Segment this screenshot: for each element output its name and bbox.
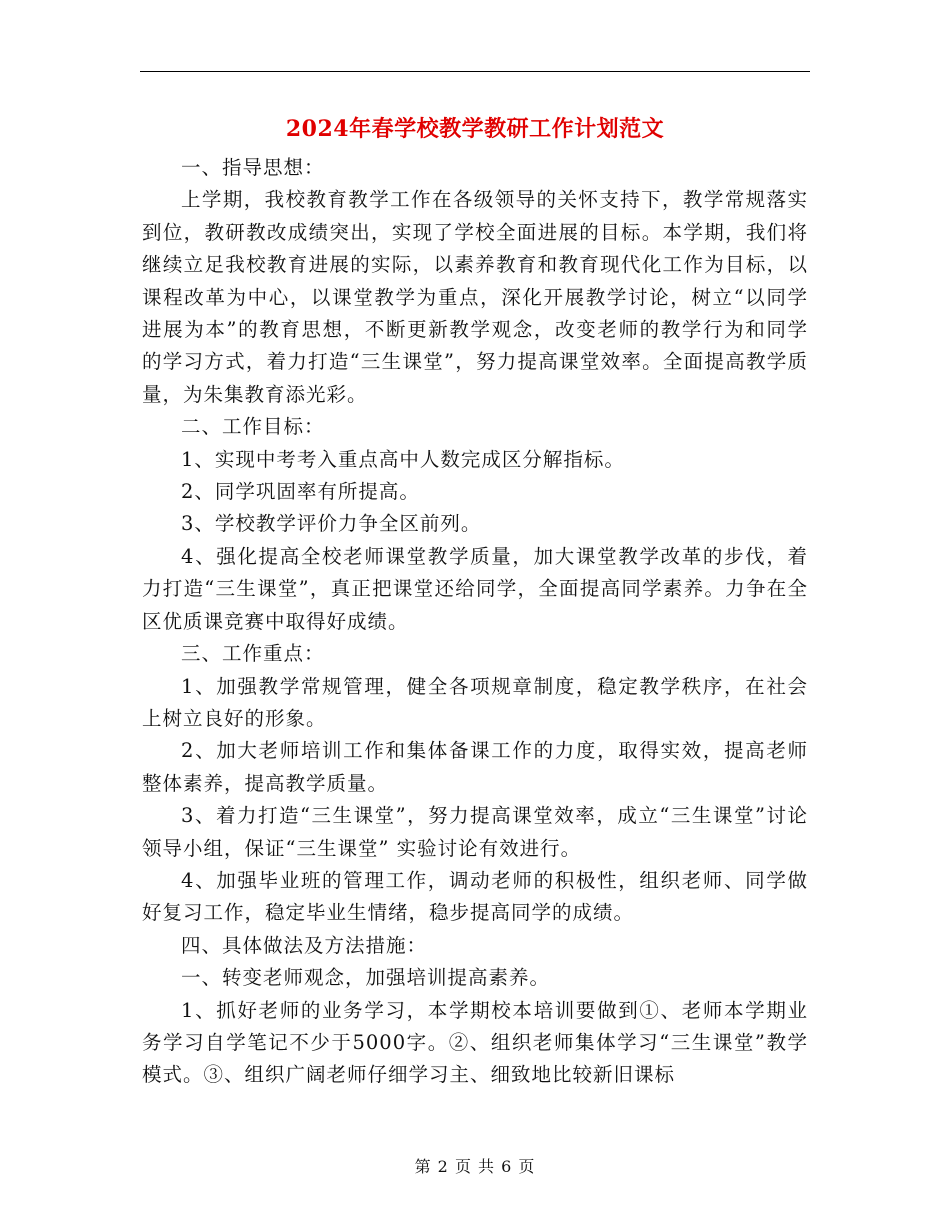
list-item: 1、加强教学常规管理，健全各项规章制度，稳定教学秩序，在社会上树立良好的形象。 (142, 674, 808, 730)
section-heading: 三、工作重点： (181, 642, 325, 666)
document-body (142, 152, 808, 1092)
list-item: 2、同学巩固率有所提高。 (181, 480, 420, 504)
list-item: 4、加强毕业班的管理工作，调动老师的积极性，组织老师、同学做好复习工作，稳定毕业生情绪，稳步提高同学的成绩。 (142, 868, 808, 925)
section-heading: 四、具体做法及方法措施： (181, 933, 428, 957)
list-item: 1、抓好老师的业务学习，本学期校本培训要做到①、老师本学期业务学习自学笔记不少于5000字。②、组织老师集体学习“三生课堂”教学模式。③、组织广阔老师仔细学习主、细致地比较新旧课标 (142, 998, 808, 1087)
subsection-heading: 一、转变老师观念，加强培训提高素养。 (181, 966, 551, 990)
document-title: 2024年春学校教学教研工作计划范文 (285, 116, 665, 142)
list-item: 3、着力打造“三生课堂”，努力提高课堂效率，成立“三生课堂”讨论领导小组，保证“三生课堂” 实验讨论有效进行。 (142, 804, 808, 860)
list-item: 3、学校教学评价力争全区前列。 (181, 512, 482, 536)
paragraph: 上学期，我校教育教学工作在各级领导的关怀支持下，教学常规落实到位，教研教改成绩突出，实现了学校全面进展的目标。本学期，我们将继续立足我校教育进展的实际，以素养教育和教育现代化工作为目标，以课程改革为中心，以课堂教学为重点，深化开展教学讨论，树立“以同学进展为本”的教育思想，不断更新教学观念，改变老师的教学行为和同学的学习方式，着力打造“三生课堂”，努力提高课堂效率。全面提高教学质量，为朱集教育添光彩。 (142, 188, 808, 406)
list-item: 1、实现中考考入重点高中人数完成区分解指标。 (181, 447, 625, 471)
section-heading: 二、工作目标： (181, 415, 325, 439)
list-item: 2、加大老师培训工作和集体备课工作的力度，取得实效，提高老师整体素养，提高教学质量。 (142, 739, 808, 795)
header-rule (140, 71, 810, 72)
list-item: 4、强化提高全校老师课堂教学质量，加大课堂教学改革的步伐，着力打造“三生课堂”，真正把课堂还给同学，全面提高同学素养。力争在全区优质课竞赛中取得好成绩。 (142, 544, 808, 633)
page-number-footer: 第 2 页 共 6 页 (414, 1157, 536, 1176)
section-heading: 一、指导思想： (181, 156, 325, 179)
